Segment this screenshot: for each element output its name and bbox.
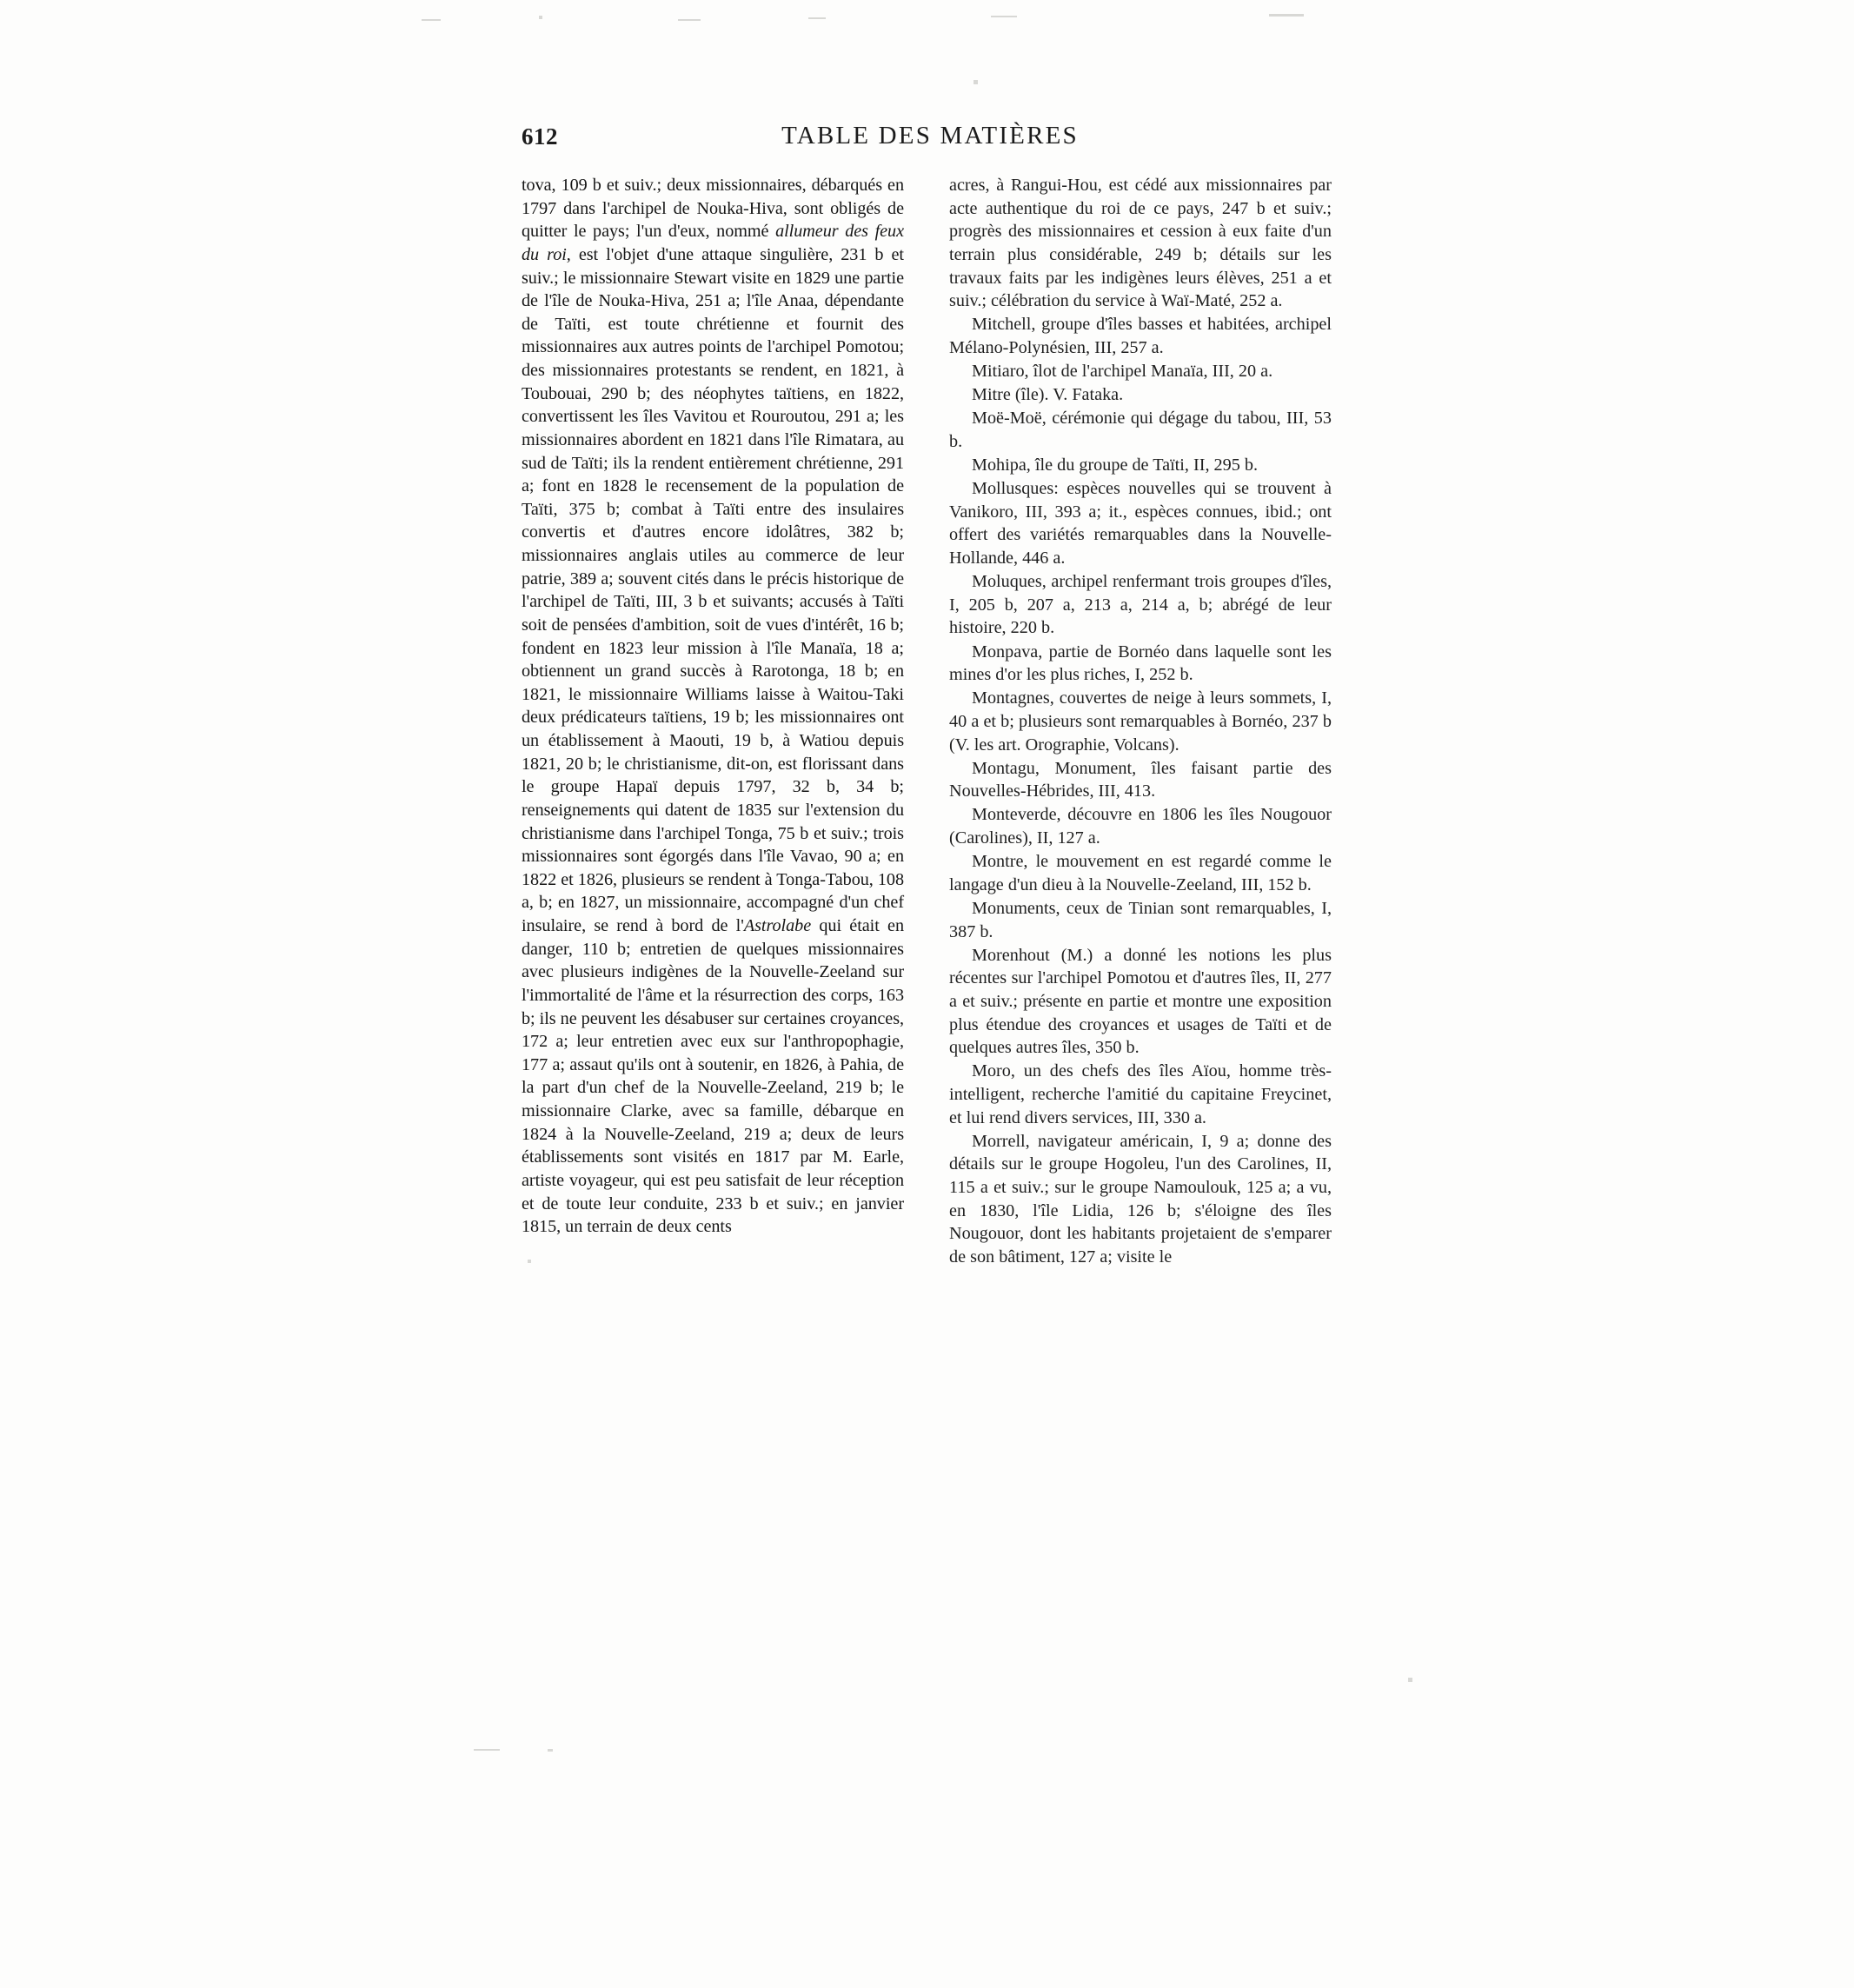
index-entry: Monteverde, découvre en 1806 les îles Nougouor (Carolines), II, 127 a. (949, 805, 1332, 848)
running-head: TABLE DES MATIÈRES (781, 122, 1079, 150)
page-header (522, 113, 1334, 158)
index-entry: Mohipa, île du groupe de Taïti, II, 295 b. (972, 455, 1259, 475)
scan-artifact (1408, 1678, 1412, 1682)
index-entry: Monuments, ceux de Tinian sont remarquables, I, 387 b. (949, 898, 1332, 941)
index-entry: Monpava, partie de Bornéo dans laquelle sont les mines d'or les plus riches, I, 252 b. (949, 642, 1332, 685)
index-entry: Montagnes, couvertes de neige à leurs sommets, I, 40 a et b; plusieurs sont remarquables à Bornéo, 237 b (V. les art. Orographie, Volcans). (949, 688, 1332, 755)
index-entry: Moluques, archipel renfermant trois groupes d'îles, I, 205 b, 207 a, 213 a, 214 a, b; abrégé de leur histoire, 220 b. (949, 572, 1332, 638)
scan-artifact (539, 16, 542, 19)
scan-artifact (991, 16, 1017, 17)
scan-artifact (678, 19, 701, 21)
index-entry: Montre, le mouvement en est regardé comme le langage d'un dieu à la Nouvelle-Zeeland, III, 152 b. (949, 852, 1332, 894)
scan-artifact (808, 17, 826, 19)
two-column-layout (522, 174, 1334, 1269)
column-right (949, 174, 1332, 1269)
index-entry: Mitre (île). V. Fataka. (972, 385, 1124, 405)
scan-artifact (474, 1749, 500, 1751)
index-entry: Mollusques: espèces nouvelles qui se trouvent à Vanikoro, III, 393 a; it., espèces connues, ibid.; ont offert des variétés remarquables dans la Nouvelle-Hollande, 446 a. (949, 479, 1332, 568)
index-entry: Montagu, Monument, îles faisant partie des Nouvelles-Hébrides, III, 413. (949, 758, 1332, 801)
column-left (522, 174, 904, 1239)
scan-artifact (1269, 14, 1304, 17)
index-entry: Morenhout (M.) a donné les notions les plus récentes sur l'archipel Pomotou et d'autres îles, II, 277 a et suiv.; présente en partie et montre une exposition plus étendue des croyances et usages de Taïti et de quelques autres îles, 350 b. (949, 945, 1332, 1058)
page-content (522, 113, 1334, 1269)
index-entry: Moro, un des chefs des îles Aïou, homme très-intelligent, recherche l'amitié du capitaine Freycinet, et lui rend divers services, III, 330 a. (949, 1061, 1332, 1127)
folio-number: 612 (522, 123, 558, 150)
scan-artifact (548, 1749, 553, 1752)
index-entry: Moë-Moë, cérémonie qui dégage du tabou, III, 53 b. (949, 409, 1332, 451)
index-entry: acres, à Rangui-Hou, est cédé aux missionnaires par acte authentique du roi de ce pays, 247 b et suiv.; progrès des missionnaires et cession à eux faite d'un terrain plus considérable, 249 b; détails sur les travaux faits par les indigènes leurs élèves, 251 a et suiv.; célébration du service à Waï-Maté, 252 a. (949, 176, 1332, 311)
index-entry: Mitiaro, îlot de l'archipel Manaïa, III, 20 a. (972, 362, 1273, 381)
index-entry: Mitchell, groupe d'îles basses et habitées, archipel Mélano-Polynésien, III, 257 a. (949, 315, 1332, 357)
index-entry: Morrell, navigateur américain, I, 9 a; donne des détails sur le groupe Hogoleu, l'un des Carolines, II, 115 a et suiv.; sur le groupe Namoulouk, 125 a; a vu, en 1830, l'île Lidia, 126 b; s'éloigne des îles Nougouor, dont les habitants projetaient de s'emparer de son bâtiment, 127 a; visite le (949, 1131, 1332, 1267)
index-entry: tova, 109 b et suiv.; deux missionnaires, débarqués en 1797 dans l'archipel de Nouka-Hiva, sont obligés de quitter le pays; l'un d'eux, nommé allumeur des feux du roi, est l'objet d'une attaque singulière, 231 b et suiv.; le missionnaire Stewart visite en 1829 une partie de l'île de Nouka-Hiva, 251 a; l'île Anaa, dépendante de Taïti, est toute chrétienne et fournit des missionnaires aux autres points de l'archipel Pomotou; des missionnaires protestants se rendent, en 1821, à Toubouai, 290 b; des néophytes taïtiens, en 1822, convertissent les îles Vavitou et Rouroutou, 291 a; les missionnaires abordent en 1821 dans l'île Rimatara, au sud de Taïti; ils la rendent entièrement chrétienne, 291 a; font en 1828 le recensement de la population de Taïti, 375 b; combat à Taïti entre des insulaires convertis et d'autres encore idolâtres, 382 b; missionnaires anglais utiles au commerce de leur patrie, 389 a; souvent cités dans le précis historique de l'archipel de Taïti, III, 3 b et suivants; accusés à Taïti soit de pensées d'ambition, soit de vues d'intérêt, 16 b; fondent en 1823 leur mission à l'île Manaïa, 18 a; obtiennent un grand succès à Rarotonga, 18 b; en 1821, le missionnaire Williams laisse à Waitou-Taki deux prédicateurs taïtiens, 19 b; les missionnaires ont un établissement à Maouti, 19 b, à Watiou depuis 1821, 20 b; le christianisme, dit-on, est florissant dans le groupe Hapaï depuis 1797, 32 b, 34 b; renseignements qui datent de 1835 sur l'extension du christianisme dans l'archipel Tonga, 75 b et suiv.; trois missionnaires sont égorgés dans l'île Vavao, 90 a; en 1822 et 1826, plusieurs se rendent à Tonga-Tabou, 108 a, b; en 1827, un missionnaire, accompagné d'un chef insulaire, se rend à bord de l'Astrolabe qui était en danger, 110 b; entretien de quelques missionnaires avec plusieurs indigènes de la Nouvelle-Zeeland sur l'immortalité de l'âme et la résurrection des corps, 163 b; ils ne peuvent les désabuser sur certaines croyances, 172 a; leur entretien avec eux sur l'anthropophagie, 177 a; assaut qu'ils ont à soutenir, en 1826, à Pahia, de la part d'un chef de la Nouvelle-Zeeland, 219 b; le missionnaire Clarke, avec sa famille, débarque en 1824 à la Nouvelle-Zeeland, 219 a; deux de leurs établissements sont visités en 1817 par M. Earle, artiste voyageur, qui est peu satisfait de leur réception et de toute leur conduite, 233 b et suiv.; en janvier 1815, un terrain de deux cents (522, 176, 904, 1237)
scan-artifact (974, 80, 978, 84)
scan-artifact (422, 19, 441, 21)
